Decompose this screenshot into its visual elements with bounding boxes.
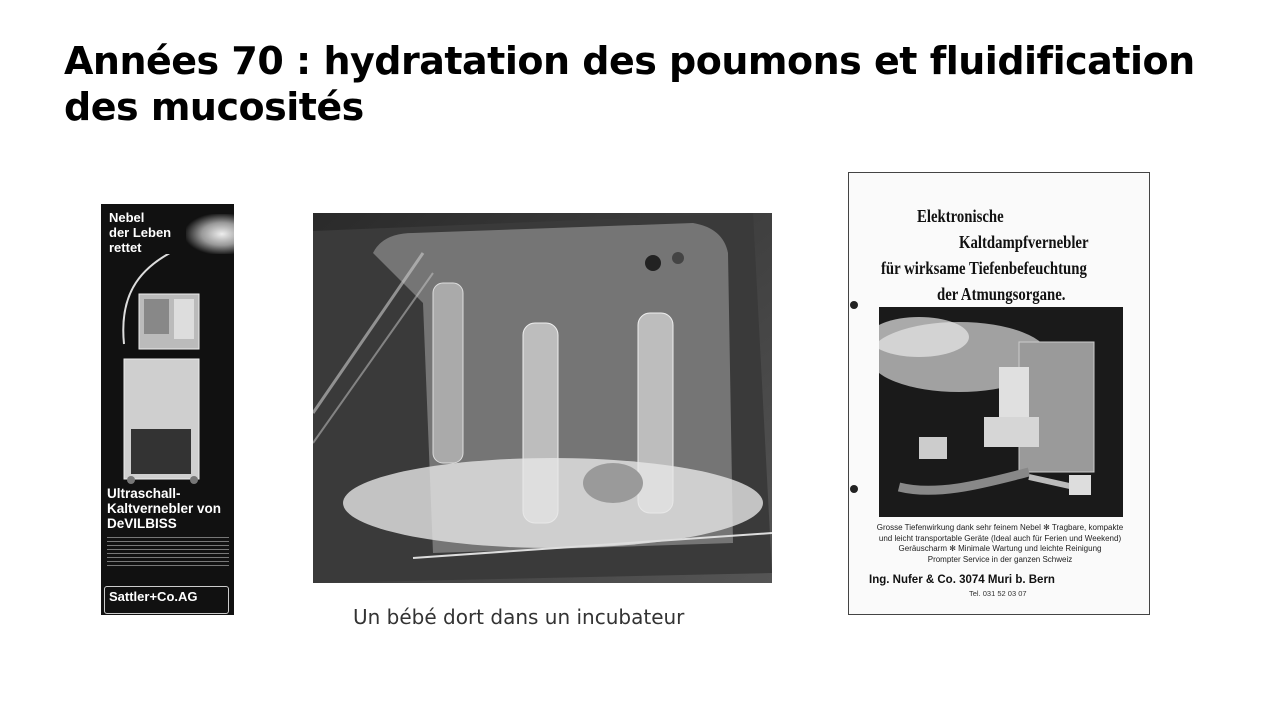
slide-title (64, 38, 1224, 130)
ad-headline-line: der Atmungsorgane. (937, 284, 1066, 304)
ad-company: Ing. Nufer & Co. 3074 Muri b. Bern (869, 574, 1055, 586)
ad-body-line: Grosse Tiefenwirkung dank sehr feinem Nebel ✻ Tragbare, kompakte (876, 523, 1124, 532)
ad-fine-print (107, 534, 229, 584)
ad-headline-line: rettet (109, 240, 142, 255)
ad-body-line: und leicht transportable Geräte (Ideal auch für Ferien und Weekend) (878, 533, 1122, 543)
ad-headline-line: für wirksame Tiefenbefeuchtung (881, 258, 1087, 278)
ad-company: Sattler+Co.AG (104, 586, 229, 614)
ad-product-line: DeVILBISS (107, 516, 177, 531)
title-line-2: des mucosités (64, 85, 364, 129)
punch-hole (850, 485, 858, 493)
ad-product-name (107, 486, 221, 531)
ad-phone: Tel. 031 52 03 07 (969, 589, 1027, 598)
ad-body-text (859, 523, 1141, 565)
photo-caption: Un bébé dort dans un incubateur (353, 605, 685, 629)
devilbiss-advertisement (101, 204, 234, 615)
nebulizer-cart-illustration (119, 254, 219, 484)
punch-hole (850, 301, 858, 309)
ad-product-line: Kaltvernebler von (107, 501, 222, 516)
ad-headline-line: Nebel (109, 210, 145, 225)
ad-headline-line: der Leben (109, 225, 172, 240)
ad-headline-line: Elektronische (917, 206, 1004, 226)
ad-headline-line: Kaltdampfvernebler (959, 232, 1089, 252)
mist-plume (186, 214, 234, 254)
title-line-1: Années 70 : hydratation des poumons et fluidification (64, 39, 1195, 83)
nebulizer-product-photo (879, 307, 1123, 517)
ad-headline (109, 210, 171, 255)
ad-product-line: Ultraschall- (107, 486, 181, 501)
ad-body-line: Prompter Service in der ganzen Schweiz (927, 554, 1073, 564)
incubator-photo (313, 213, 772, 583)
ad-body-line: Geräuscharm ✻ Minimale Wartung und leichte Reinigung (898, 544, 1102, 553)
nufer-advertisement (848, 172, 1150, 615)
